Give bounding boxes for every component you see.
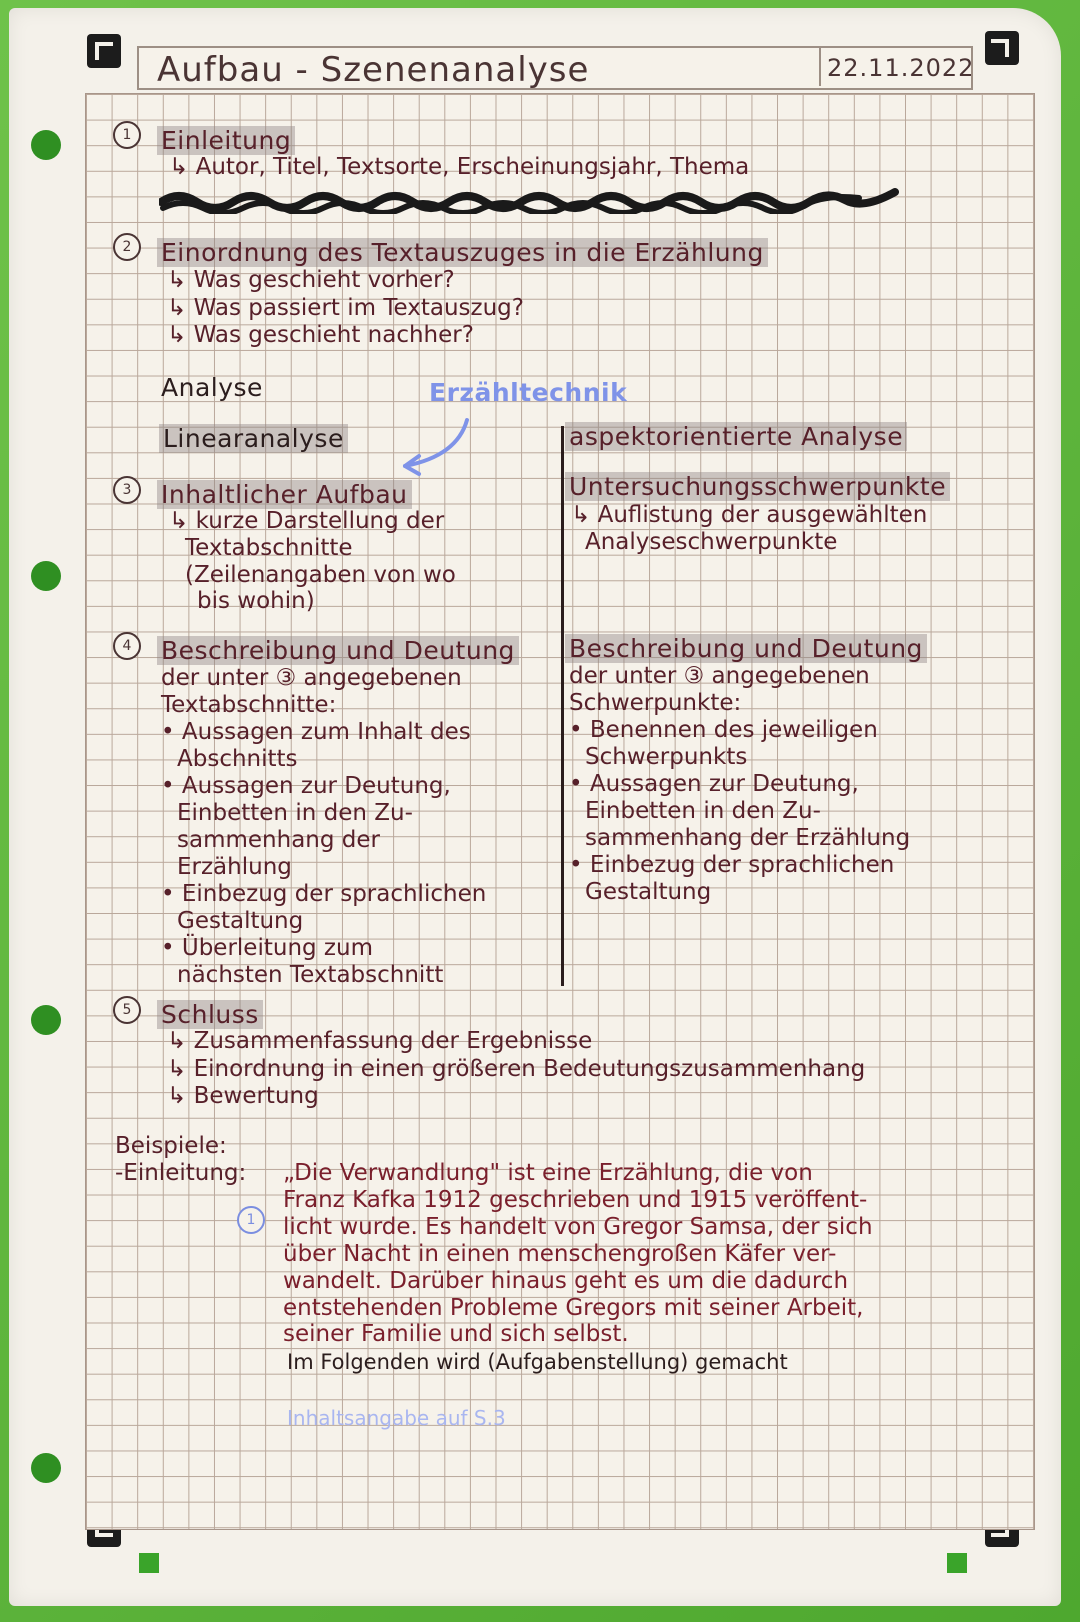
section-line: Textabschnitte xyxy=(185,535,353,561)
example-note: Inhaltsangabe auf S.3 xyxy=(287,1406,506,1430)
analyse-label: Analyse xyxy=(161,373,263,402)
section-line: • Benennen des jeweiligen xyxy=(569,717,878,743)
heading-text: Einordnung des Textauszuges in die Erzählung xyxy=(157,238,768,267)
section-line: ↳ kurze Darstellung der xyxy=(169,508,445,534)
example-line: „Die Verwandlung" ist eine Erzählung, die von xyxy=(283,1160,813,1186)
page-date: 22.11.2022 xyxy=(827,54,975,82)
section-line: ↳ Bewertung xyxy=(167,1083,319,1109)
section-line: sammenhang der xyxy=(177,827,380,853)
example-line: licht wurde. Es handelt von Gregor Samsa, der sich xyxy=(283,1214,873,1240)
section-line: Gestaltung xyxy=(177,908,304,934)
example-line: seiner Familie und sich selbst. xyxy=(283,1321,629,1347)
heading-text: Beschreibung und Deutung xyxy=(565,634,927,663)
section-number: 5 xyxy=(113,996,141,1024)
example-line: Franz Kafka 1912 geschrieben und 1915 veröffent- xyxy=(283,1187,868,1213)
section-line: Einbetten in den Zu- xyxy=(585,798,821,824)
section-heading xyxy=(157,238,768,267)
punch-hole xyxy=(31,130,61,160)
section-line: Analyseschwerpunkte xyxy=(585,529,838,555)
section-heading xyxy=(565,634,927,663)
page-title: Aufbau - Szenenanalyse xyxy=(157,50,590,90)
section-heading xyxy=(565,472,950,501)
section-heading xyxy=(157,1000,263,1029)
corner-marker-icon xyxy=(87,34,121,68)
scribble-crossout xyxy=(159,186,899,214)
left-column-title xyxy=(159,424,348,453)
section-line: ↳ Zusammenfassung der Ergebnisse xyxy=(167,1028,593,1054)
example-marker: 1 xyxy=(237,1206,265,1234)
title-divider xyxy=(819,46,821,86)
section-line: ↳ Was geschieht vorher? xyxy=(167,267,455,293)
section-line: • Überleitung zum xyxy=(161,935,373,961)
heading-text: aspektorientierte Analyse xyxy=(565,422,907,451)
section-heading xyxy=(157,480,412,509)
section-line: ↳ Einordnung in einen größeren Bedeutungszusammenhang xyxy=(167,1056,866,1082)
example-line: wandelt. Darüber hinaus geht es um die dadurch xyxy=(283,1268,849,1294)
heading-text: Schluss xyxy=(157,1000,263,1029)
section-number: 4 xyxy=(113,632,141,660)
heading-text: Einleitung xyxy=(157,126,295,155)
section-line: Schwerpunkts xyxy=(585,744,748,770)
paper-sheet xyxy=(9,8,1061,1606)
section-line: • Aussagen zur Deutung, xyxy=(569,771,859,797)
section-number: 1 xyxy=(113,121,141,149)
erzaehltechnik-note: Erzähltechnik xyxy=(429,378,628,407)
arrow-icon xyxy=(401,412,491,492)
punch-hole xyxy=(31,561,61,591)
heading-text: Inhaltlicher Aufbau xyxy=(157,480,412,509)
examples-sublabel: -Einleitung: xyxy=(115,1160,247,1186)
section-line: Erzählung xyxy=(177,854,292,880)
example-followup: Im Folgenden wird (Aufgabenstellung) gemacht xyxy=(287,1350,788,1374)
section-line: bis wohin) xyxy=(197,588,315,614)
heading-text: Untersuchungsschwerpunkte xyxy=(565,472,950,501)
section-number: 2 xyxy=(113,233,141,261)
section-line: ↳ Was geschieht nachher? xyxy=(167,322,474,348)
section-line: nächsten Textabschnitt xyxy=(177,962,444,988)
section-line: Textabschnitte: xyxy=(161,692,337,718)
section-line: Einbetten in den Zu- xyxy=(177,800,413,826)
section-line: der unter ③ angegebenen xyxy=(161,665,462,691)
example-line: über Nacht in einen menschengroßen Käfer ver- xyxy=(283,1241,837,1267)
section-line: sammenhang der Erzählung xyxy=(585,825,911,851)
punch-hole xyxy=(31,1453,61,1483)
corner-marker-icon xyxy=(985,31,1019,65)
section-line: ↳ Auflistung der ausgewählten xyxy=(571,502,928,528)
section-line: Gestaltung xyxy=(585,879,712,905)
heading-text: Linearanalyse xyxy=(159,424,348,453)
example-line: entstehenden Probleme Gregors mit seiner Arbeit, xyxy=(283,1295,864,1321)
section-heading xyxy=(157,126,295,155)
section-line: der unter ③ angegebenen xyxy=(569,663,870,689)
section-line: (Zeilenangaben von wo xyxy=(185,562,456,588)
green-square-marker xyxy=(139,1553,159,1573)
section-line: Schwerpunkte: xyxy=(569,690,742,716)
section-line: Abschnitts xyxy=(177,746,298,772)
section-line: • Aussagen zur Deutung, xyxy=(161,773,451,799)
section-line: • Aussagen zum Inhalt des xyxy=(161,719,471,745)
examples-label: Beispiele: xyxy=(115,1133,227,1159)
section-line: ↳ Autor, Titel, Textsorte, Erscheinungsjahr, Thema xyxy=(169,154,750,180)
section-line: • Einbezug der sprachlichen xyxy=(569,852,895,878)
green-square-marker xyxy=(947,1553,967,1573)
right-column-title xyxy=(565,422,907,451)
section-line: • Einbezug der sprachlichen xyxy=(161,881,487,907)
section-heading xyxy=(157,636,519,665)
section-line: ↳ Was passiert im Textauszug? xyxy=(167,295,524,321)
punch-hole xyxy=(31,1005,61,1035)
column-divider xyxy=(561,426,564,986)
heading-text: Beschreibung und Deutung xyxy=(157,636,519,665)
section-number: 3 xyxy=(113,476,141,504)
